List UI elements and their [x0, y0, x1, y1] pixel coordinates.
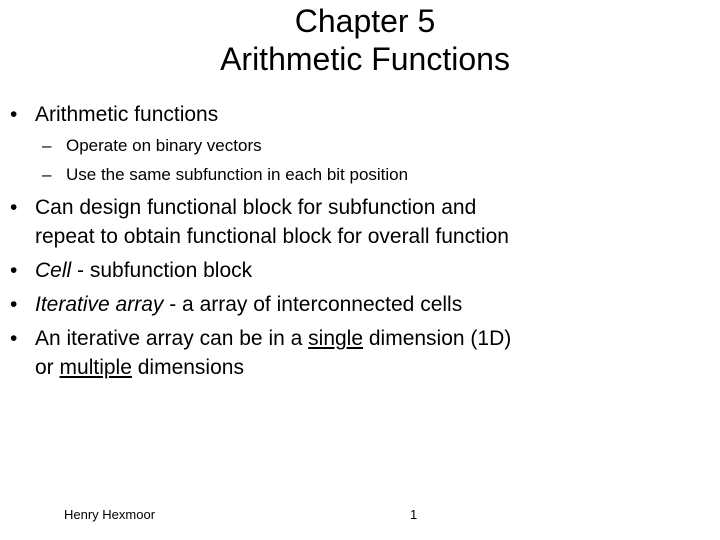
bullet-arithmetic-functions	[8, 100, 708, 129]
term-iterative-array: Iterative array	[35, 293, 164, 316]
bullet-cell	[8, 256, 708, 285]
bullet-icon: •	[10, 327, 18, 350]
text-segment: dimensions	[131, 356, 244, 379]
footer-page-number: 1	[410, 507, 418, 522]
bullet-text-line-1	[35, 324, 708, 353]
text-segment: dimension (1D)	[363, 327, 512, 350]
text-segment: An iterative array can be in a	[35, 327, 309, 350]
bullet-text: - subfunction block	[71, 259, 253, 282]
bullet-text: - a array of interconnected cells	[163, 293, 463, 316]
sub-bullet-list	[8, 134, 708, 187]
sub-bullet-same-subfunction	[8, 163, 708, 187]
term-cell: Cell	[35, 259, 72, 282]
term-single: single	[308, 327, 364, 350]
bullet-iterative-array	[8, 290, 708, 319]
bullet-text-line-1: Can design functional block for subfunction and	[35, 196, 477, 219]
bullet-icon: •	[10, 196, 18, 219]
sub-bullet-text: Operate on binary vectors	[66, 136, 262, 155]
bullet-text: Arithmetic functions	[35, 103, 219, 126]
bullet-text-line-2: repeat to obtain functional block for overall function	[35, 225, 509, 248]
bullet-text-line-2	[35, 353, 708, 382]
term-multiple: multiple	[59, 356, 132, 379]
sub-bullet-text: Use the same subfunction in each bit position	[66, 165, 409, 184]
bullet-functional-block	[8, 193, 708, 251]
bullet-icon: •	[10, 103, 18, 126]
bullet-dimensions	[8, 324, 708, 382]
title-line-2: Arithmetic Functions	[220, 41, 510, 77]
bullet-icon: •	[10, 293, 18, 316]
dash-icon: –	[42, 136, 52, 155]
text-segment: or	[35, 356, 60, 379]
slide-title	[0, 2, 720, 78]
slide-content	[8, 100, 708, 387]
bullet-icon: •	[10, 259, 18, 282]
sub-bullet-operate-binary	[8, 134, 708, 158]
title-line-1: Chapter 5	[294, 3, 436, 39]
dash-icon: –	[42, 165, 52, 184]
footer-author: Henry Hexmoor	[64, 507, 156, 522]
